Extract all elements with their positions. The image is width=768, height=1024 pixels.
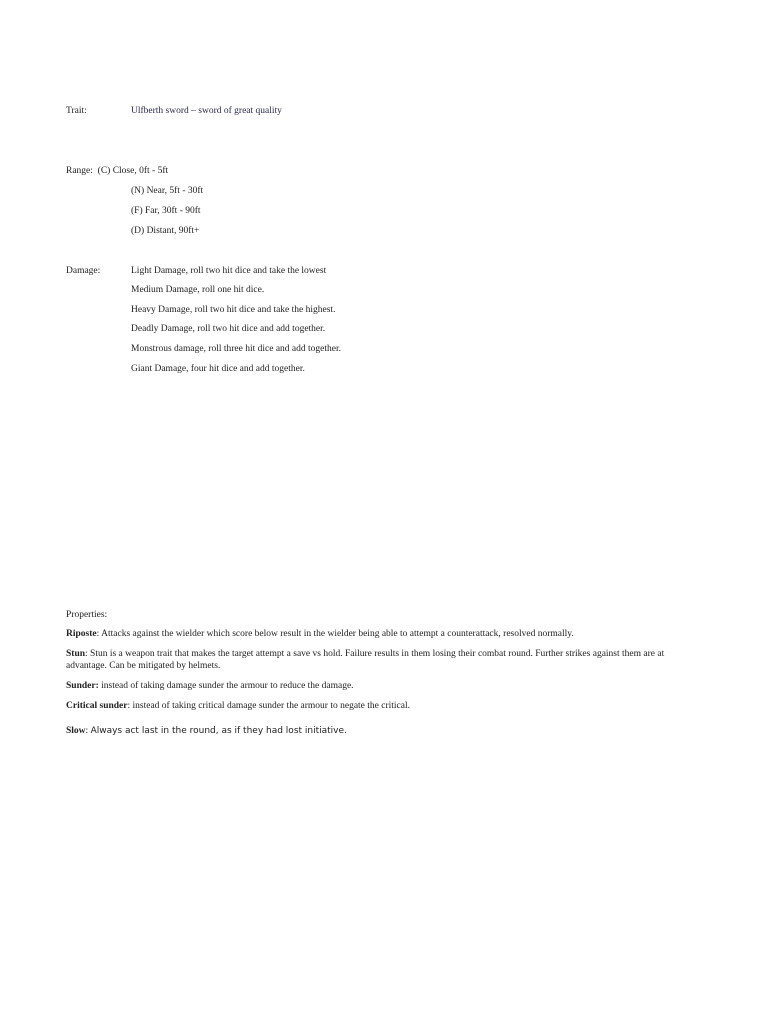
damage-heavy: Heavy Damage, roll two hit dice and take the highest. <box>131 305 336 315</box>
range-far: (F) Far, 30ft - 90ft <box>131 206 201 216</box>
damage-giant: Giant Damage, four hit dice and add together. <box>131 364 305 374</box>
properties-heading: Properties: <box>66 610 108 620</box>
property-name: Stun <box>66 649 86 659</box>
damage-monstrous: Monstrous damage, roll three hit dice and add together. <box>131 344 341 354</box>
property-text: Always act last in the round, as if they had lost initiative. <box>90 726 347 736</box>
property-name: Riposte <box>66 629 97 639</box>
damage-label: Damage: <box>66 266 101 276</box>
property-stun <box>66 648 706 672</box>
range-label: Range: <box>66 166 93 176</box>
property-name: Critical sunder <box>66 701 128 711</box>
range-distant: (D) Distant, 90ft+ <box>131 226 200 236</box>
property-sep: : <box>85 649 91 659</box>
property-sep: : <box>127 701 133 711</box>
damage-medium: Medium Damage, roll one hit dice. <box>131 285 265 295</box>
range-close: (C) Close, 0ft - 5ft <box>97 166 169 176</box>
damage-deadly: Deadly Damage, roll two hit dice and add together. <box>131 324 326 334</box>
property-sep: : <box>85 726 91 736</box>
property-sunder <box>66 680 706 692</box>
property-name: Sunder: <box>66 681 99 691</box>
range-near: (N) Near, 5ft - 30ft <box>131 186 204 196</box>
property-text: Stun is a weapon trait that makes the target attempt a save vs hold. Failure results in them losing their combat round. Further strikes against them are at advantage. Can be mitigated by helmets. <box>66 649 665 671</box>
property-critical-sunder <box>66 700 706 712</box>
property-text: Attacks against the wielder which score below result in the wielder being able to attempt a counterattack, resolved normally. <box>101 629 574 639</box>
trait-value: Ulfberth sword – sword of great quality <box>131 106 282 116</box>
property-text: instead of taking critical damage sunder the armour to negate the critical. <box>132 701 410 711</box>
trait-label: Trait: <box>66 106 87 116</box>
damage-light: Light Damage, roll two hit dice and take the lowest <box>131 266 327 276</box>
property-slow <box>66 720 706 738</box>
property-riposte <box>66 628 706 640</box>
property-sep: : <box>96 629 102 639</box>
property-name: Slow <box>66 726 86 736</box>
property-text: instead of taking damage sunder the armour to reduce the damage. <box>101 681 354 691</box>
range-row <box>66 165 168 177</box>
